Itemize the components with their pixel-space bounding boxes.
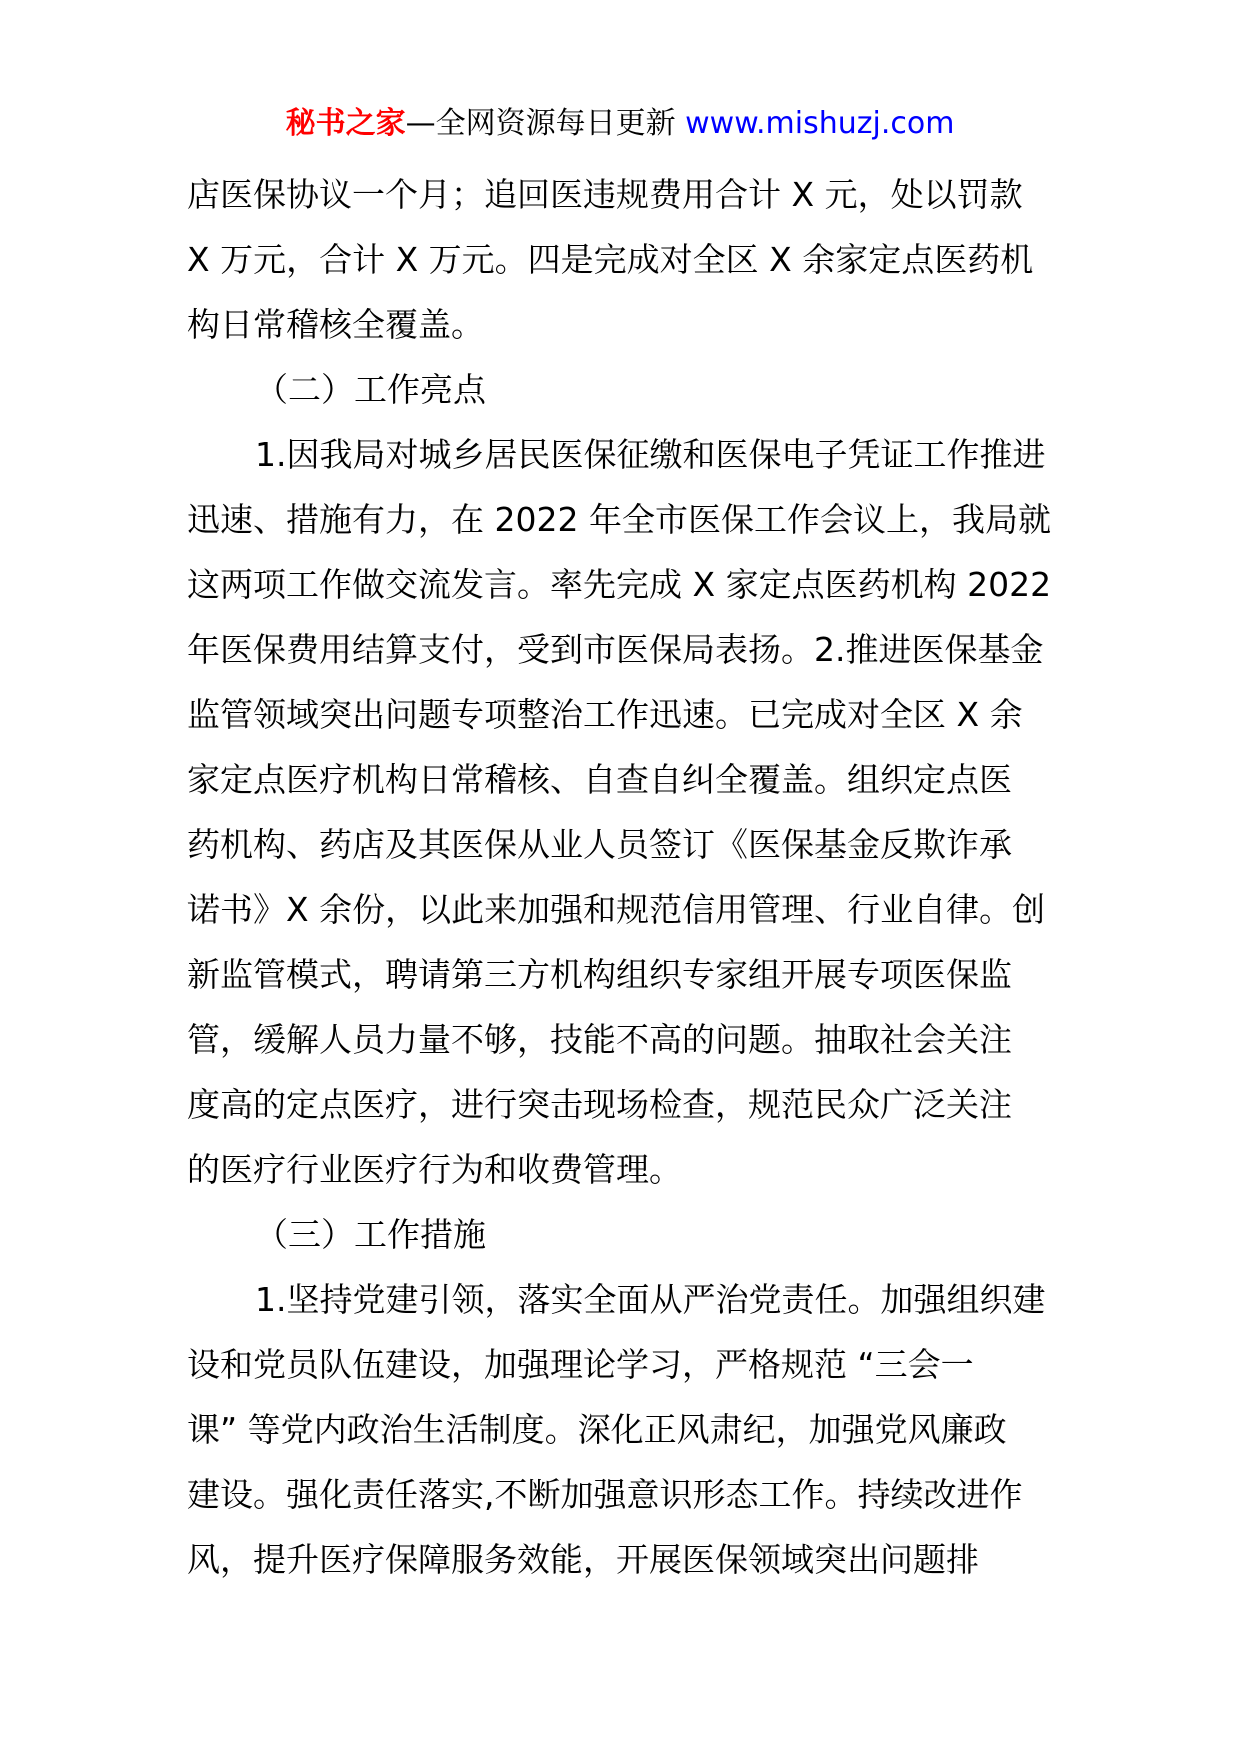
text-line: 构日常稽核全覆盖。 — [187, 305, 484, 344]
section-heading: （二）工作亮点 — [255, 370, 486, 409]
text-line: 诺书》X 余份，以此来加强和规范信用管理、行业自律。创 — [187, 890, 1046, 929]
text-line: 课” 等党内政治生活制度。深化正风肃纪，加强党风廉政 — [187, 1410, 1007, 1449]
brand-name: 秘书之家 — [285, 106, 406, 141]
text-line: 管，缓解人员力量不够，技能不高的问题。抽取社会关注 — [187, 1020, 1012, 1059]
text-line: 建设。强化责任落实,不断加强意识形态工作。持续改进作 — [187, 1475, 1023, 1514]
text-line: X 万元，合计 X 万元。四是完成对全区 X 余家定点医药机 — [187, 240, 1034, 279]
text-line: 监管领域突出问题专项整治工作迅速。已完成对全区 X 余 — [187, 695, 1023, 734]
text-line: 新监管模式，聘请第三方机构组织专家组开展专项医保监 — [187, 955, 1012, 994]
text-line: 风，提升医疗保障服务效能，开展医保领域突出问题排 — [187, 1540, 979, 1579]
text-line: 的医疗行业医疗行为和收费管理。 — [187, 1150, 682, 1189]
paragraph-start: 1.因我局对城乡居民医保征缴和医保电子凭证工作推进 — [255, 435, 1046, 474]
text-line: 度高的定点医疗，进行突击现场检查，规范民众广泛关注 — [187, 1085, 1012, 1124]
page-header — [0, 100, 1240, 148]
header-tagline: —全网资源每日更新 — [405, 106, 676, 141]
text-line: 家定点医疗机构日常稽核、自查自纠全覆盖。组织定点医 — [187, 760, 1012, 799]
text-line: 这两项工作做交流发言。率先完成 X 家定点医药机构 2022 — [187, 565, 1052, 604]
document-body — [187, 162, 1057, 1592]
text-line: 店医保协议一个月；追回医违规费用合计 X 元，处以罚款 — [187, 175, 1023, 214]
paragraph-start: 1.坚持党建引领，落实全面从严治党责任。加强组织建 — [255, 1280, 1046, 1319]
text-line: 设和党员队伍建设，加强理论学习，严格规范 “三会一 — [187, 1345, 974, 1384]
text-line: 药机构、药店及其医保从业人员签订《医保基金反欺诈承 — [187, 825, 1012, 864]
text-line: 迅速、措施有力，在 2022 年全市医保工作会议上，我局就 — [187, 500, 1051, 539]
website-link[interactable]: www.mishuzj.com — [685, 106, 955, 141]
section-heading: （三）工作措施 — [255, 1215, 486, 1254]
text-line: 年医保费用结算支付，受到市医保局表扬。2.推进医保基金 — [187, 630, 1044, 669]
